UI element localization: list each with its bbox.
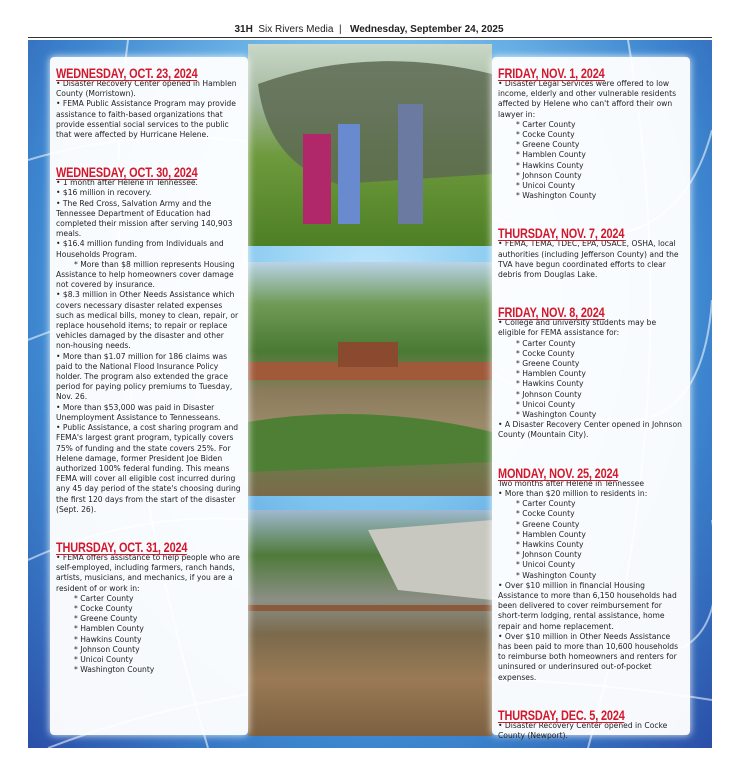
entry-date-heading: MONDAY, NOV. 25, 2024 [498, 464, 619, 481]
photo-flooded-river [248, 510, 492, 736]
county-list-item: * Greene County [516, 359, 580, 369]
entry-text: • $8.3 million in Other Needs Assistance which covers necessary disaster related expenses such as medical bills, money to clean, repair, or replace household items; to repair or replace vehicles damaged by the disaster and other non-housing needs. [56, 290, 239, 351]
county-list-item: * Hawkins County [74, 634, 142, 644]
county-list-item: * Hamblen County [516, 150, 586, 160]
county-list-item: * Carter County [516, 119, 576, 129]
county-list-item: * Johnson County [74, 644, 140, 654]
entry-date-heading: WEDNESDAY, OCT. 30, 2024 [56, 164, 198, 181]
photo-helicopter-rescue [248, 44, 492, 246]
timeline-entry [498, 63, 684, 201]
entry-date-heading: WEDNESDAY, OCT. 23, 2024 [56, 65, 198, 81]
timeline-entry [56, 537, 242, 675]
entry-text: • Disaster Legal Services were offered to low income, elderly and other vulnerable residents affected by Helene who can't afford their own lawyer in: [498, 79, 677, 119]
county-list-item: * Washington County [516, 191, 597, 201]
county-list-item: * Greene County [74, 614, 138, 624]
county-list-item: * Unicoi County [516, 560, 576, 570]
county-list-item: * Washington County [516, 570, 597, 580]
county-list-item: * Cocke County [516, 348, 575, 358]
entry-text: • FEMA offers assistance to help people who are self-employed, including farmers, ranch hands, artists, musicians, and mechanics, if you are a resident of or work in: [56, 552, 240, 593]
county-list-item: * Unicoi County [74, 654, 134, 664]
county-list-item: * Cocke County [516, 509, 575, 519]
county-list-item: * Johnson County [516, 389, 582, 399]
county-list-item: * Washington County [74, 665, 155, 675]
timeline-column-right [492, 57, 690, 740]
header-rule [28, 37, 712, 38]
photo-flooded-building [248, 262, 492, 496]
entry-date-heading: FRIDAY, NOV. 8, 2024 [498, 304, 605, 321]
entry-text: • Over $10 million in financial Housing Assistance to more than 6,150 households had been delivered to cover reimbursement for short-term lodging, rental assistance, home repair and home replacement. [498, 580, 677, 631]
county-list-item: * Carter County [516, 499, 576, 509]
timeline-entry [498, 705, 684, 741]
entry-text: • More than $1.07 million for 186 claims was paid to the National Flood Insurance Policy holder. The program also extended the grace period for paying policy premiums to Tuesday, Nov. 26. [56, 351, 233, 402]
entry-text: • Over $10 million in Other Needs Assistance has been paid to more than 10,600 households to reimburse both homeowners and renters for uninsured or underinsured out-of-pocket expenses. [498, 631, 679, 682]
entry-text: • Disaster Recovery Center opened in Cocke County (Newport). [498, 720, 668, 740]
county-list-item: * Cocke County [74, 603, 133, 613]
county-list-item: * Hawkins County [516, 379, 584, 389]
county-list-item: * Hamblen County [516, 529, 586, 539]
entry-text: • FEMA, TEMA, TDEC, EPA, USACE, OSHA, local authorities (including Jefferson County) and the TVA have begun coordinated efforts to clear debris from Douglas Lake. [498, 239, 679, 280]
entry-text: • A Disaster Recovery Center opened in Johnson County (Mountain City). [498, 420, 682, 440]
entry-text: • More than $20 million to residents in: [498, 488, 648, 498]
entry-date-heading: THURSDAY, OCT. 31, 2024 [56, 538, 188, 555]
county-list-item: * Carter County [74, 593, 134, 603]
entry-text: • 1 month after Helene in Tennessee. [56, 178, 198, 188]
issue-date: Wednesday, September 24, 2025 [349, 24, 504, 35]
header-separator: | [338, 24, 342, 35]
county-list-item: * Hamblen County [516, 369, 586, 379]
county-list-item: * Cocke County [516, 130, 575, 140]
county-list-item: * Johnson County [516, 550, 582, 560]
entry-text: • FEMA Public Assistance Program may provide assistance to faith-based organizations that provide essential social services to the public that were affected by Hurricane Helene. [56, 99, 236, 140]
county-list-item: * Unicoi County [516, 399, 576, 409]
page-number: 31H [234, 24, 253, 35]
county-list-item: * Hawkins County [516, 160, 584, 170]
county-list-item: * Washington County [516, 410, 597, 420]
entry-text: • $16.4 million funding from Individuals and Households Program. [56, 239, 224, 259]
entry-text: • Disaster Recovery Center opened in Hamblen County (Morristown). [56, 79, 237, 99]
timeline-entry [56, 162, 242, 515]
publication-name: Six Rivers Media [258, 24, 334, 35]
timeline-entry [498, 223, 684, 280]
entry-text: • More than $53,000 was paid in Disaster Unemployment Assistance to Tennesseans. [56, 402, 221, 422]
county-list-item: * Carter County [516, 338, 576, 348]
county-list-item: * Greene County [516, 140, 580, 150]
timeline-entry [498, 302, 684, 440]
timeline-entry [56, 63, 242, 140]
timeline-column-left [50, 57, 248, 735]
page-header [0, 24, 738, 35]
entry-date-heading: THURSDAY, DEC. 5, 2024 [498, 706, 625, 723]
entry-text: • College and university students may be eligible for FEMA assistance for: [498, 318, 657, 338]
county-list-item: * Hamblen County [74, 624, 144, 634]
county-list-item: * Unicoi County [516, 181, 576, 191]
entry-text: • The Red Cross, Salvation Army and the Tennessee Department of Education had completed their mission after serving 140,903 meals. [56, 198, 233, 239]
entry-date-heading: FRIDAY, NOV. 1, 2024 [498, 65, 605, 81]
entry-text: Two months after Helene in Tennessee [498, 478, 645, 488]
county-list-item: * Greene County [516, 519, 580, 529]
county-list-item: * Johnson County [516, 170, 582, 180]
entry-text: * More than $8 million represents Housing Assistance to help homeowners cover damage not covered by insurance. [56, 259, 235, 290]
entry-text: • $16 million in recovery. [56, 188, 152, 198]
entry-text: • Public Assistance, a cost sharing program and FEMA's largest grant program, typically covers 75% of funding and the state covers 25%. For Helene damage, former President Joe Biden authorized 100% federal funding. This means FEMA will cover all eligible cost incurred during any 45 day period of the state's choosing during the first 120 days from the start of the disaster (Sept. 26). [56, 423, 241, 514]
entry-date-heading: THURSDAY, NOV. 7, 2024 [498, 225, 625, 242]
timeline-entry [498, 463, 684, 683]
county-list-item: * Hawkins County [516, 539, 584, 549]
